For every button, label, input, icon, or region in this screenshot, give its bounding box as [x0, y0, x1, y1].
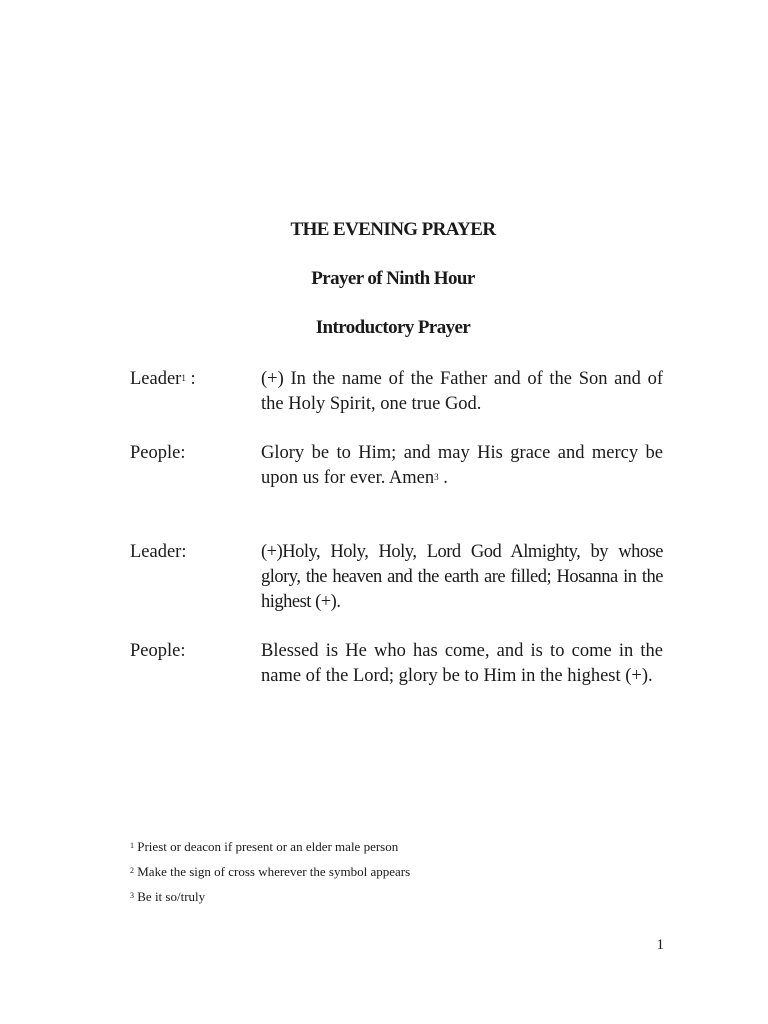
document-subtitle: Prayer of Ninth Hour	[311, 268, 475, 289]
speech-text: (+)Holy, Holy, Holy, Lord God Almighty, by whose glory, the heaven and the earth are filled; Hosanna in the highest (+).	[261, 542, 663, 612]
footnote-text: Make the sign of cross wherever the symbol appears	[134, 864, 411, 879]
document-title: THE EVENING PRAYER	[290, 219, 496, 240]
speaker-name: Leader	[130, 369, 182, 389]
speech-text: (+) In the name of the Father and of the Son and of the Holy Spirit, one true God.	[261, 369, 663, 414]
section-title: Introductory Prayer	[315, 317, 471, 338]
footnote-number: 3	[130, 891, 134, 900]
footnote-reference: 3	[434, 472, 439, 482]
footnote-item	[130, 834, 690, 859]
speech-text-main: Glory be to Him; and may His grace and mercy be upon us for ever. Amen	[261, 443, 663, 488]
footnote-number: 2	[130, 866, 134, 875]
footnote-item	[130, 884, 690, 909]
speech-text: Blessed is He who has come, and is to come in the name of the Lord; glory be to Him in the highest (+).	[261, 641, 663, 686]
speech-text-end: .	[438, 468, 448, 488]
footnote-reference: 1	[181, 373, 186, 383]
speaker-label: Leader:	[130, 542, 187, 562]
speaker-label: People:	[130, 641, 186, 661]
footnotes	[130, 834, 690, 909]
footnote-text: Priest or deacon if present or an elder male person	[134, 839, 399, 854]
speech-text	[261, 441, 663, 491]
footnote-number: 1	[130, 841, 134, 850]
speaker-label: People:	[130, 443, 186, 463]
speaker-label	[130, 367, 196, 392]
footnote-text: Be it so/truly	[134, 889, 206, 904]
speaker-suffix: :	[185, 369, 196, 389]
footnote-item	[130, 859, 690, 884]
page-number: 1	[656, 937, 664, 953]
